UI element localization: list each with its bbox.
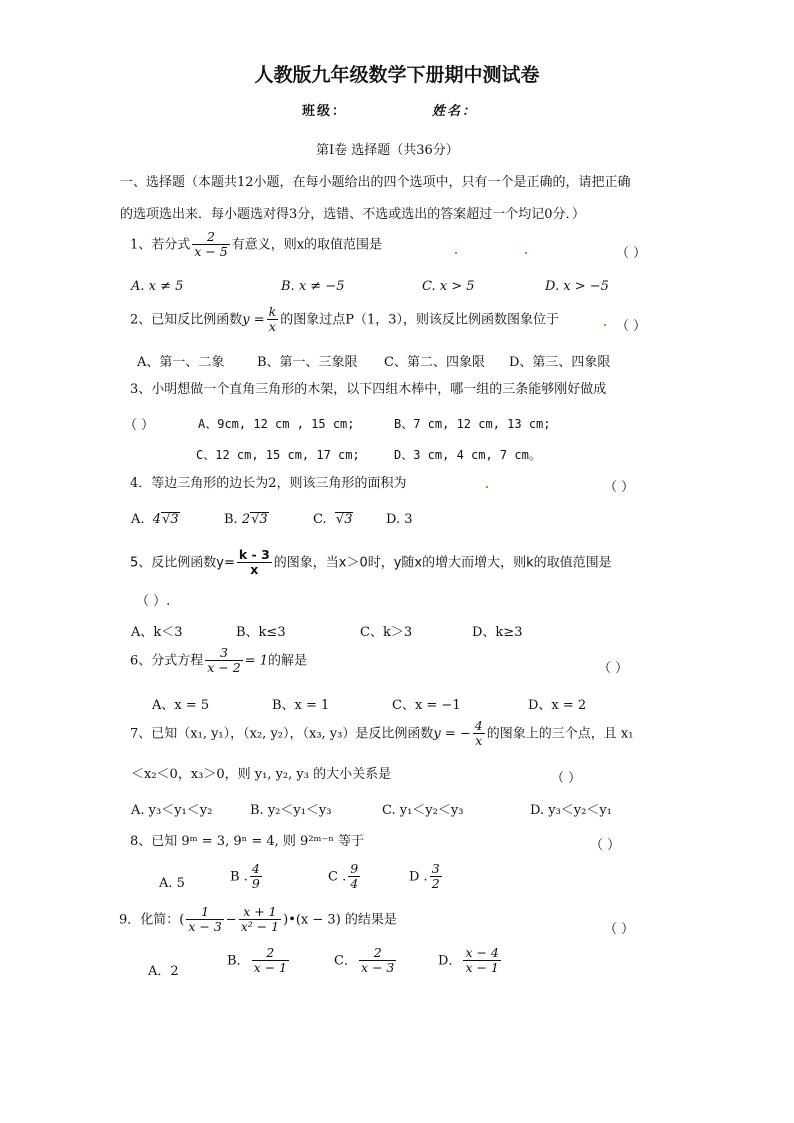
q8-option-b[interactable] xyxy=(230,862,264,892)
section-title: 第Ⅰ卷 选择题（共36分） xyxy=(316,143,459,158)
q5-fraction xyxy=(237,548,272,578)
q2-answer-paren[interactable]: （ ） xyxy=(616,319,647,334)
q9-option-c-letter: C． xyxy=(334,953,357,969)
q6-equals: = 1 xyxy=(244,653,269,669)
q7-prefix: 7、已知（x₁, y₁），（x₂, y₂），（x₃, y₃）是反比例函数 xyxy=(130,726,434,742)
q7-option-c[interactable]: C. y₁＜y₂＜y₃ xyxy=(382,803,464,818)
q6-option-d[interactable]: D、x = 2 xyxy=(528,698,587,713)
q6-frac-den: x − 2 xyxy=(207,660,241,676)
q1-mark-dot xyxy=(455,252,457,254)
q7-fraction xyxy=(473,719,485,749)
q3-option-d[interactable]: D、3 cm, 4 cm, 7 cm。 xyxy=(394,448,541,462)
q9-prefix: 9．化简：( xyxy=(119,912,185,928)
q7-lhs: y = − xyxy=(433,726,471,742)
q7-frac-num: 4 xyxy=(474,718,483,733)
q6-answer-paren[interactable]: （ ） xyxy=(598,661,629,676)
q1-frac-num: 2 xyxy=(192,230,229,245)
q5-frac-num: k - 3 xyxy=(238,547,270,562)
q7-option-b[interactable]: B. y₂＜y₁＜y₃ xyxy=(250,803,332,818)
q3-option-c[interactable]: C、12 cm, 15 cm, 17 cm; xyxy=(196,448,360,462)
q6-prefix: 6、分式方程 xyxy=(130,653,204,669)
q9-option-d-fraction xyxy=(463,946,500,976)
question-5 xyxy=(130,548,612,578)
question-1 xyxy=(130,230,382,260)
q9-option-d[interactable] xyxy=(438,946,503,976)
q4-answer-paren[interactable]: （ ） xyxy=(604,480,635,495)
class-label: 班级： xyxy=(302,104,348,119)
q8-option-a[interactable]: A. 5 xyxy=(159,876,185,891)
q2-option-c[interactable]: C、第二、四象限 xyxy=(384,355,485,370)
q4-c-radicand: 3 xyxy=(344,512,353,527)
q9-suffix: )•(x − 3) 的结果是 xyxy=(283,912,397,928)
q4-option-c[interactable] xyxy=(313,512,353,527)
q8-option-b-fraction xyxy=(250,862,262,892)
question-9 xyxy=(119,905,397,935)
q2-option-a[interactable]: A、第一、二象 xyxy=(137,355,225,370)
q9-d-num: x − 4 xyxy=(465,945,499,960)
q1-option-c[interactable]: C. x > 5 xyxy=(422,279,475,294)
q7-suffix: 的图象上的三个点，且 x₁ xyxy=(486,726,634,742)
question-8: 8、已知 9ᵐ = 3, 9ⁿ = 4, 则 9²ᵐ⁻ⁿ 等于 xyxy=(130,834,365,849)
q8-b-den: 9 xyxy=(251,876,260,892)
question-7 xyxy=(130,719,633,749)
q8-c-den: 4 xyxy=(350,876,359,892)
q2-option-d[interactable]: D、第三、四象限 xyxy=(509,355,611,370)
q9-fraction-2 xyxy=(239,905,281,935)
q2-frac-num: k xyxy=(268,304,277,319)
q5-option-c[interactable]: C、k＞3 xyxy=(360,625,413,640)
q4-option-c-letter: C. xyxy=(313,512,327,527)
q9-d-den: x − 1 xyxy=(465,960,499,976)
q3-answer-paren[interactable]: （ ） xyxy=(124,418,155,433)
q2-option-b[interactable]: B、第一、三象限 xyxy=(257,355,358,370)
q8-b-num: 4 xyxy=(251,861,260,876)
q8-option-b-letter: B . xyxy=(230,869,248,885)
q1-prefix: 1、若分式 xyxy=(130,237,191,253)
q9-option-b[interactable] xyxy=(227,946,291,976)
q4-option-b-coef: 2 xyxy=(241,512,251,527)
q5-frac-den: x xyxy=(250,562,259,578)
q9-f1-den: x − 3 xyxy=(188,919,222,935)
question-7-line-2: ＜x₂＜0，x₃＞0，则 y₁, y₂, y₃ 的大小关系是 xyxy=(131,767,392,782)
q1-mark-dot-2 xyxy=(525,252,527,254)
q2-lhs: y = xyxy=(242,312,265,328)
q7-option-d[interactable]: D. y₃＜y₂＜y₁ xyxy=(530,803,612,818)
q4-option-b[interactable] xyxy=(224,512,269,527)
question-2 xyxy=(130,305,559,335)
intro-line-2: 的选项选出来．每小题选对得3分，选错、不选或选出的答案超过一个均记0分．） xyxy=(120,207,586,222)
q1-frac-den: x − 5 xyxy=(194,244,228,260)
question-3: 3、小明想做一个直角三角形的木架，以下四组木棒中，哪一组的三条能够刚好做成 xyxy=(130,382,607,397)
intro-line-1: 一、选择题（本题共12小题，在每小题给出的四个选项中，只有一个是正确的，请把正确 xyxy=(120,175,631,190)
q8-option-c[interactable] xyxy=(328,862,362,892)
q9-f2-den: x² − 1 xyxy=(240,919,280,935)
q8-option-d-letter: D . xyxy=(409,869,428,885)
q1-option-a[interactable]: A. x ≠ 5 xyxy=(131,279,184,294)
q6-option-c[interactable]: C、x = −1 xyxy=(392,698,461,713)
q6-option-b[interactable]: B、x = 1 xyxy=(272,698,330,713)
q4-option-a-letter: A. xyxy=(131,512,145,527)
q1-suffix: 有意义，则x的取值范围是 xyxy=(231,237,383,253)
q4-option-a[interactable] xyxy=(131,512,180,527)
q9-c-num: 2 xyxy=(359,946,396,961)
question-6 xyxy=(130,646,307,676)
q9-option-c-fraction xyxy=(359,946,396,976)
q6-fraction xyxy=(205,646,242,676)
q8-d-num: 3 xyxy=(431,861,440,876)
q4-option-d[interactable]: D. 3 xyxy=(386,512,413,527)
q9-minus: − xyxy=(225,912,237,928)
q2-suffix: 的图象过点P（1，3），则该反比例函数图象位于 xyxy=(280,312,560,328)
q1-option-b[interactable]: B. x ≠ −5 xyxy=(281,279,345,294)
q2-mark-dot xyxy=(604,324,606,326)
q8-option-d-fraction xyxy=(430,862,442,892)
q9-answer-paren[interactable]: （ ） xyxy=(604,922,635,937)
q7-answer-paren[interactable]: （ ） xyxy=(551,771,582,786)
q4-option-a-coef: 4 xyxy=(152,512,162,527)
q4-option-b-sqrt: √3 xyxy=(251,512,268,527)
q8-answer-paren[interactable]: （ ） xyxy=(590,838,621,853)
q2-frac-den: x xyxy=(268,319,276,335)
q9-fraction-1 xyxy=(186,905,223,935)
q4-option-c-sqrt: √3 xyxy=(335,512,353,527)
q8-c-num: 9 xyxy=(350,861,359,876)
q9-option-b-fraction xyxy=(252,946,289,976)
q4-option-a-sqrt: √3 xyxy=(162,512,179,527)
q9-option-c[interactable] xyxy=(334,946,398,976)
q4-option-b-letter: B. xyxy=(224,512,238,527)
q9-c-den: x − 3 xyxy=(360,960,395,976)
q2-prefix: 2、已知反比例函数 xyxy=(130,312,243,328)
q9-b-num: 2 xyxy=(252,946,289,961)
q4-a-radicand: 3 xyxy=(170,512,179,527)
q8-option-c-fraction xyxy=(348,862,360,892)
q2-fraction xyxy=(267,305,279,335)
q6-suffix: 的解是 xyxy=(268,653,308,669)
q5-answer-paren[interactable]: （ ）. xyxy=(136,594,171,609)
q9-f1-num: 1 xyxy=(186,905,223,920)
question-4: 4．等边三角形的边长为2，则该三角形的面积为 xyxy=(130,476,407,491)
q5-option-d[interactable]: D、k≥3 xyxy=(472,625,523,640)
q7-frac-den: x xyxy=(475,733,483,749)
q9-option-a[interactable]: A．2 xyxy=(148,964,179,979)
q4-mark-dot xyxy=(486,486,488,488)
q6-frac-num: 3 xyxy=(205,646,242,661)
q1-fraction xyxy=(192,230,229,260)
q8-option-c-letter: C . xyxy=(328,869,347,885)
q3-option-a[interactable]: A、9cm, 12 cm , 15 cm; xyxy=(198,417,355,431)
q9-b-den: x − 1 xyxy=(253,960,287,976)
q7-option-a[interactable]: A. y₃＜y₁＜y₂ xyxy=(131,803,213,818)
q9-option-d-letter: D． xyxy=(438,953,462,969)
page-title: 人教版九年级数学下册期中测试卷 xyxy=(254,64,540,86)
q3-option-b[interactable]: B、7 cm, 12 cm, 13 cm; xyxy=(394,417,551,431)
q1-option-d[interactable]: D. x > −5 xyxy=(545,279,609,294)
q1-answer-paren[interactable]: （ ） xyxy=(616,246,647,261)
q5-option-a[interactable]: A、k＜3 xyxy=(131,625,183,640)
q9-f2-num: x + 1 xyxy=(239,905,281,920)
q5-suffix: 的图象，当x＞0时，y随x的增大而增大，则k的取值范围是 xyxy=(273,555,612,571)
q6-option-a[interactable]: A、x = 5 xyxy=(152,698,210,713)
name-label: 姓名： xyxy=(432,104,478,119)
q8-d-den: 2 xyxy=(431,876,440,892)
q5-option-b[interactable]: B、k≤3 xyxy=(236,625,286,640)
q4-b-radicand: 3 xyxy=(259,512,268,527)
q5-prefix: 5、反比例函数y= xyxy=(130,555,235,571)
q9-option-b-letter: B． xyxy=(227,953,250,969)
q8-option-d[interactable] xyxy=(409,862,444,892)
